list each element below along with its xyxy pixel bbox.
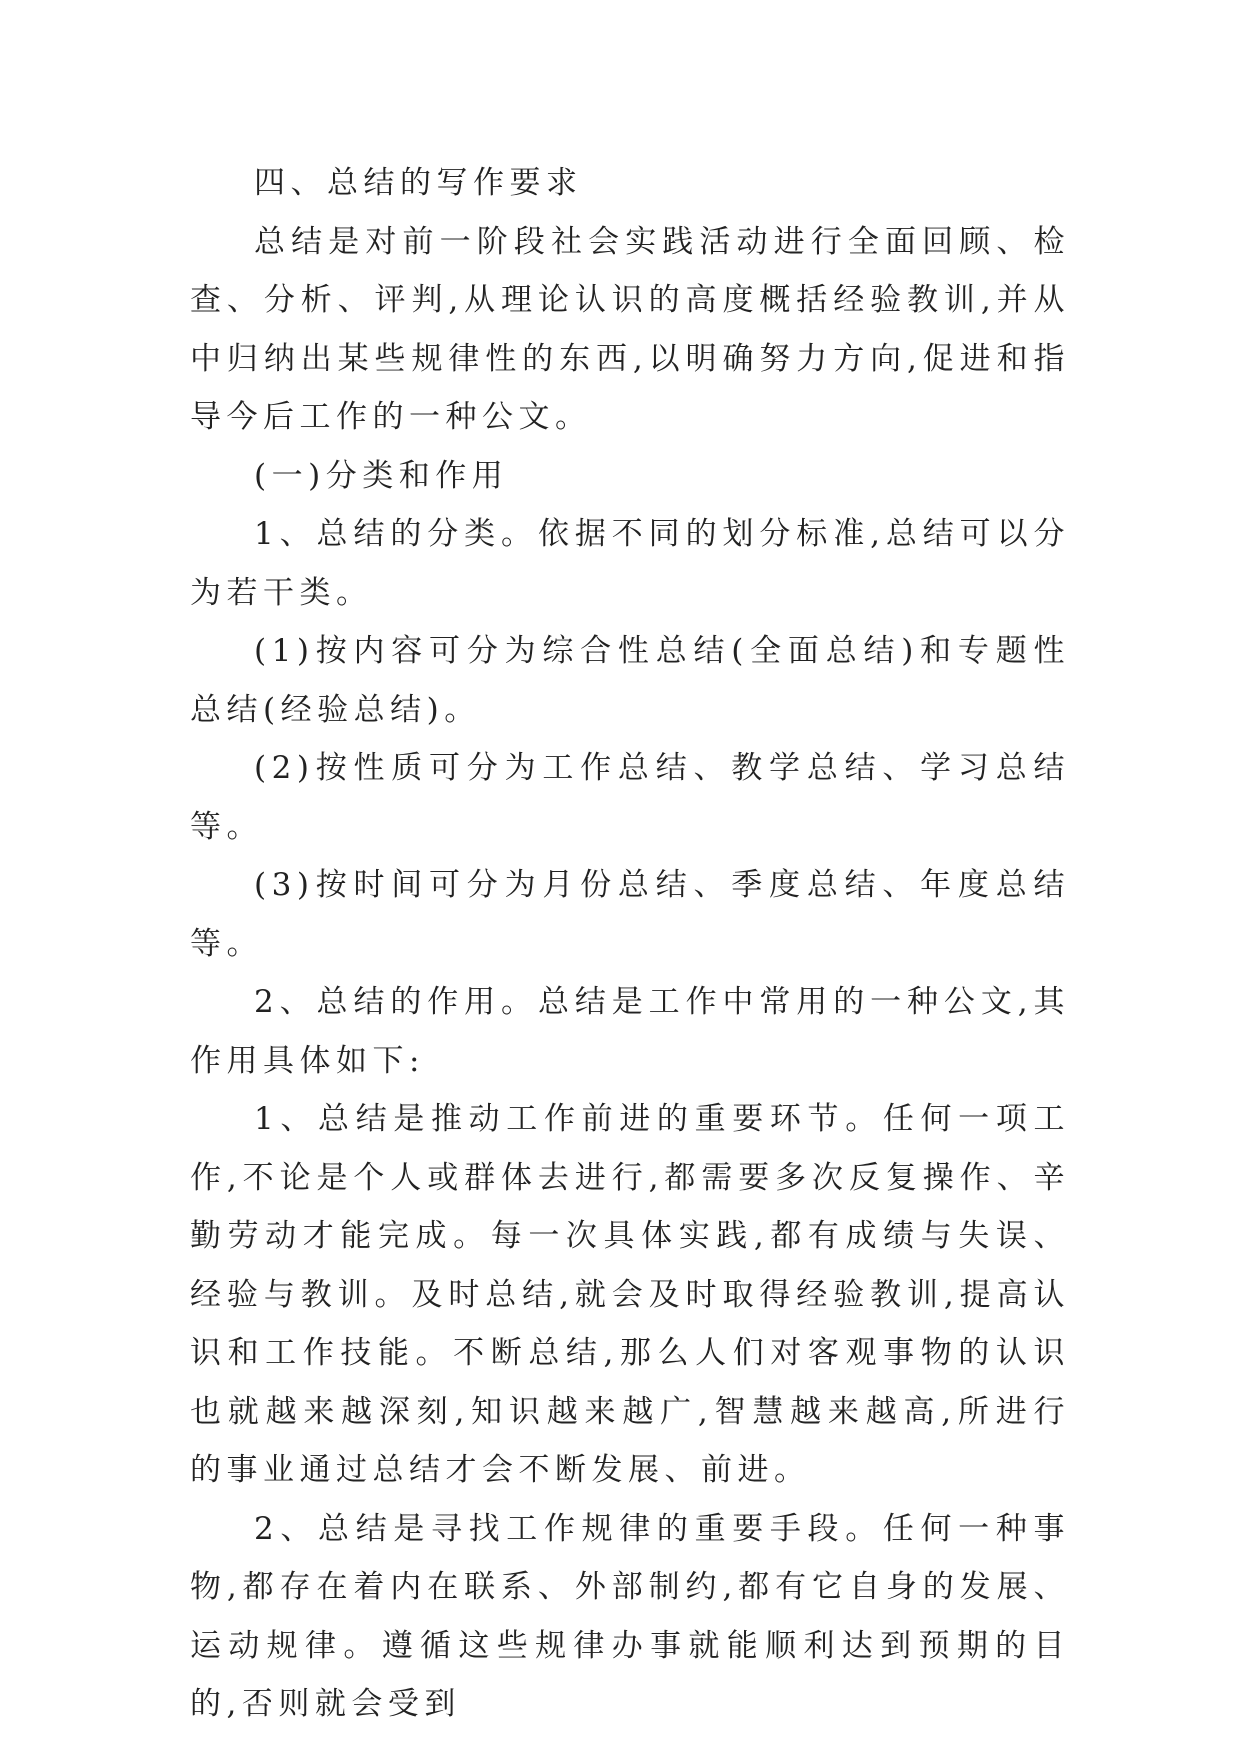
classification-by-nature: (2)按性质可分为工作总结、教学总结、学习总结等。 — [190, 750, 1070, 845]
classification-by-time: (3)按时间可分为月份总结、季度总结、年度总结等。 — [190, 867, 1070, 962]
function-paragraph: 2、总结的作用。总结是工作中常用的一种公文,其作用具体如下: — [190, 984, 1070, 1079]
classification-by-content: (1)按内容可分为综合性总结(全面总结)和专题性总结(经验总结)。 — [190, 633, 1070, 728]
function-point-2: 2、总结是寻找工作规律的重要手段。任何一种事物,都存在着内在联系、外部制约,都有它自身的发展、运动规律。遵循这些规律办事就能顺利达到预期的目的,否则就会受到 — [190, 1510, 1070, 1722]
subsection-title: (一)分类和作用 — [254, 457, 509, 494]
function-point-1: 1、总结是推动工作前进的重要环节。任何一项工作,不论是个人或群体去进行,都需要多次反复操作、辛勤劳动才能完成。每一次具体实践,都有成绩与失误、经验与教训。及时总结,就会及时取得经验教训,提高认识和工作技能。不断总结,那么人们对客观事物的认识也就越来越深刻,知识越来越广,智慧越来越高,所进行的事业通过总结才会不断发展、前进。 — [190, 1101, 1070, 1488]
section-heading: 四、总结的写作要求 — [254, 165, 583, 201]
document-body — [190, 154, 1070, 1734]
classification-paragraph: 1、总结的分类。依据不同的划分标准,总结可以分为若干类。 — [190, 516, 1070, 611]
intro-paragraph: 总结是对前一阶段社会实践活动进行全面回顾、检查、分析、评判,从理论认识的高度概括经验教训,并从中归纳出某些规律性的东西,以明确努力方向,促进和指导今后工作的一种公文。 — [190, 223, 1070, 435]
